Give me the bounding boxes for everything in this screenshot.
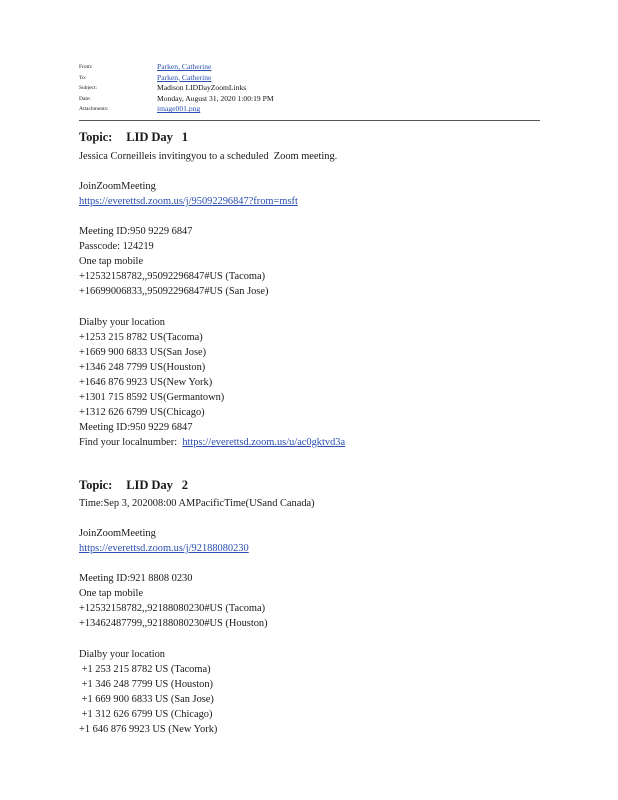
date-label: Date: [79,95,91,102]
meeting1-dial-label: Dialby your location [79,317,165,328]
from-label: From: [79,64,93,70]
meeting1-invite-text: Jessica Corneilleis invitingyou to a scheduled Zoom meeting. [79,151,338,162]
meeting2-meeting-id: Meeting ID:921 8808 0230 [79,573,193,584]
meeting1-topic-number: 1 [181,130,188,144]
subject-label: Subject: [79,85,98,92]
meeting2-dial-item: +1 346 248 7799 US (Houston) [79,679,214,690]
meeting2-one-tap-item: +12532158782,,92188080230#US (Tacoma) [79,603,266,614]
meeting1-dial-item: +1312 626 6799 US(Chicago) [79,407,205,418]
meeting2-time-text: Time:Sep 3, 202008:00 AMPacificTime(USand Canada) [79,498,315,509]
meeting1-join-link[interactable]: https://everettsd.zoom.us/j/95092296847?from=msft [79,196,298,207]
meeting2-dial-label: Dialby your location [79,649,165,660]
header-divider [79,120,540,121]
meeting2-join-link[interactable]: https://everettsd.zoom.us/j/92188080230 [79,543,249,554]
to-label: To: [79,74,87,81]
meeting1-topic-word: Topic: [79,130,113,144]
from-link[interactable]: Parken, Catherine [157,62,212,71]
subject-value: Madison LIDDayZoomLinks [157,83,247,93]
meeting1-passcode: Passcode: 124219 [79,241,154,252]
meeting2-topic [79,479,188,492]
meeting1-meeting-id-repeat: Meeting ID:950 9229 6847 [79,422,193,433]
meeting1-dial-item: +1253 215 8782 US(Tacoma) [79,332,203,343]
meeting2-one-tap-item: +13462487799,,92188080230#US (Houston) [79,618,268,629]
meeting1-meeting-id: Meeting ID:950 9229 6847 [79,226,193,237]
meeting1-dial-item: +1669 900 6833 US(San Jose) [79,347,207,358]
meeting1-join-label: JoinZoomMeeting [79,181,156,192]
date-value: Monday, August 31, 2020 1:00:19 PM [157,93,274,103]
attachment-link[interactable]: image001.png [157,104,201,114]
meeting2-dial-item: +1 669 900 6833 US (San Jose) [79,694,214,705]
from-row [79,62,549,73]
meeting2-join-label: JoinZoomMeeting [79,528,156,539]
date-row [79,94,549,105]
meeting1-one-tap-label: One tap mobile [79,256,144,267]
meeting2-dial-item: +1 646 876 9923 US (New York) [79,724,218,735]
meeting2-topic-number: 2 [181,478,188,492]
meeting1-dial-item: +1646 876 9923 US(New York) [79,377,213,388]
subject-row [79,83,549,94]
meeting1-dial-item: +1301 715 8592 US(Germantown) [79,392,225,403]
to-row [79,73,549,84]
meeting1-topic [79,131,188,144]
meeting1-one-tap-item: +12532158782,,95092296847#US (Tacoma) [79,271,266,282]
meeting2-topic-word: Topic: [79,478,113,492]
to-link[interactable]: Parken, Catherine [157,72,212,82]
meeting2-dial-item: +1 312 626 6799 US (Chicago) [79,709,213,720]
email-header [79,62,549,115]
meeting2-topic-name: LID Day [126,478,173,492]
meeting2-dial-item: +1 253 215 8782 US (Tacoma) [79,664,211,675]
meeting1-find-local-row [79,436,345,449]
attachments-row [79,104,549,115]
attachments-label: Attachments: [79,106,109,113]
meeting2-one-tap-label: One tap mobile [79,588,144,599]
find-local-link[interactable]: https://everettsd.zoom.us/u/ac0gktvd3a [182,437,346,448]
meeting1-topic-name: LID Day [126,130,173,144]
meeting1-dial-item: +1346 248 7799 US(Houston) [79,362,206,373]
meeting1-one-tap-item: +16699006833,,95092296847#US (San Jose) [79,286,269,297]
find-local-label: Find your localnumber: [79,437,178,448]
